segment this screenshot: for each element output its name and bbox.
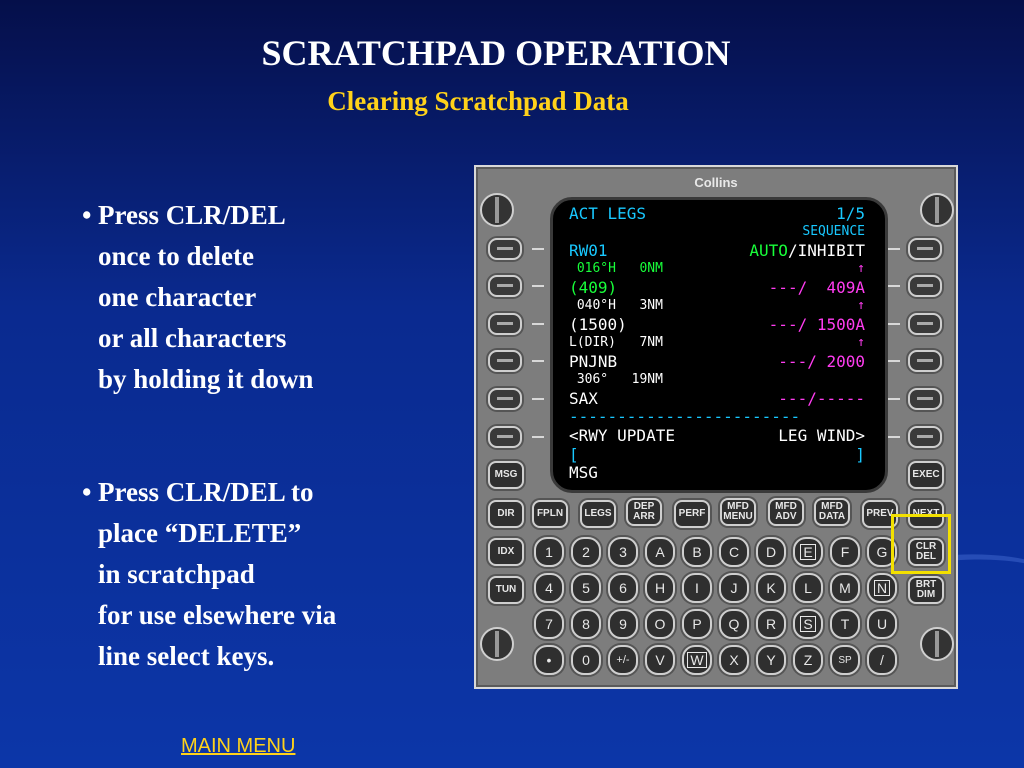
- key-b[interactable]: B: [682, 537, 712, 567]
- knob-bottom-left[interactable]: [480, 627, 514, 661]
- brt-dim-key[interactable]: BRT DIM: [908, 576, 944, 604]
- key-c[interactable]: C: [719, 537, 749, 567]
- leg-wind-prompt: LEG WIND>: [778, 426, 865, 445]
- scratchpad-message: MSG: [569, 463, 598, 482]
- key-a[interactable]: A: [645, 537, 675, 567]
- lsk-6r-button[interactable]: [908, 426, 942, 448]
- knob-bottom-right[interactable]: [920, 627, 954, 661]
- bullet-line: Press CLR/DEL: [98, 200, 286, 230]
- key-s[interactable]: S: [793, 609, 823, 639]
- lsk-2l-button[interactable]: [488, 275, 522, 297]
- slide-subtitle: Clearing Scratchpad Data: [327, 86, 629, 116]
- waypoint-2: (409): [569, 278, 618, 297]
- key-i[interactable]: I: [682, 573, 712, 603]
- lsk-4l-button[interactable]: [488, 350, 522, 372]
- constraint-3: ---/ 1500A: [768, 315, 865, 334]
- tun-key[interactable]: TUN: [488, 576, 524, 604]
- key-5[interactable]: 5: [571, 573, 601, 603]
- mfd-data-key[interactable]: MFD DATA: [814, 498, 850, 526]
- key-z[interactable]: Z: [793, 645, 823, 675]
- lsk-6l-button[interactable]: [488, 426, 522, 448]
- key-4[interactable]: 4: [534, 573, 564, 603]
- key-e[interactable]: E: [793, 537, 823, 567]
- key-l[interactable]: L: [793, 573, 823, 603]
- key-r[interactable]: R: [756, 609, 786, 639]
- key-6[interactable]: 6: [608, 573, 638, 603]
- leg-info-2: 040°H 3NM: [569, 298, 663, 313]
- msg-key[interactable]: MSG: [488, 461, 524, 489]
- dep-arr-key[interactable]: DEP ARR: [626, 498, 662, 526]
- waypoint-1: RW01: [569, 241, 608, 260]
- idx-key[interactable]: IDX: [488, 538, 524, 566]
- fpln-key[interactable]: FPLN: [532, 500, 568, 528]
- lsk-2r-button[interactable]: [908, 275, 942, 297]
- key-h[interactable]: H: [645, 573, 675, 603]
- scratchpad-left-bracket: [: [569, 445, 579, 464]
- bullet-line: for use elsewhere via: [98, 600, 337, 630]
- key-f[interactable]: F: [830, 537, 860, 567]
- arrow-1: ↑: [857, 261, 865, 276]
- key-t[interactable]: T: [830, 609, 860, 639]
- key-7[interactable]: 7: [534, 609, 564, 639]
- bullet-line: by holding it down: [98, 364, 314, 394]
- bullet-line: place “DELETE”: [98, 518, 302, 548]
- bullet-list: [82, 195, 336, 677]
- key-n[interactable]: N: [867, 573, 897, 603]
- key-dot[interactable]: •: [534, 645, 564, 675]
- key-u[interactable]: U: [867, 609, 897, 639]
- key-y[interactable]: Y: [756, 645, 786, 675]
- lsk-1l-button[interactable]: [488, 238, 522, 260]
- legs-key[interactable]: LEGS: [580, 500, 616, 528]
- key-2[interactable]: 2: [571, 537, 601, 567]
- leg-info-4: 306° 19NM: [569, 372, 663, 387]
- key-3[interactable]: 3: [608, 537, 638, 567]
- waypoint-3: (1500): [569, 315, 627, 334]
- waypoint-5: SAX: [569, 389, 598, 408]
- lsk-5r-button[interactable]: [908, 388, 942, 410]
- key-9[interactable]: 9: [608, 609, 638, 639]
- cdu-display-screen: [550, 197, 888, 493]
- page-title: ACT LEGS: [569, 204, 647, 223]
- key-q[interactable]: Q: [719, 609, 749, 639]
- key-w[interactable]: W: [682, 645, 712, 675]
- mfd-adv-key[interactable]: MFD ADV: [768, 498, 804, 526]
- clr-del-key[interactable]: CLR DEL: [908, 538, 944, 566]
- inhibit-label: /INHIBIT: [787, 241, 865, 260]
- bullet-line: Press CLR/DEL to: [98, 477, 314, 507]
- key-v[interactable]: V: [645, 645, 675, 675]
- sequence-label: SEQUENCE: [802, 224, 865, 239]
- key-8[interactable]: 8: [571, 609, 601, 639]
- lsk-1r-button[interactable]: [908, 238, 942, 260]
- key-0[interactable]: 0: [571, 645, 601, 675]
- arrow-3: ↑: [857, 335, 865, 350]
- rwy-update-prompt: <RWY UPDATE: [569, 426, 675, 445]
- main-menu-link[interactable]: MAIN MENU: [181, 735, 296, 757]
- page-number: 1/5: [836, 204, 865, 223]
- slash-key[interactable]: /: [867, 645, 897, 675]
- key-m[interactable]: M: [830, 573, 860, 603]
- leg-info-3: L(DIR) 7NM: [569, 335, 663, 350]
- lsk-3l-button[interactable]: [488, 313, 522, 335]
- prev-key[interactable]: PREV: [862, 500, 898, 528]
- bullet-item-1: [82, 195, 336, 400]
- key-o[interactable]: O: [645, 609, 675, 639]
- exec-key[interactable]: EXEC: [908, 461, 944, 489]
- constraint-2: ---/ 409A: [768, 278, 865, 297]
- bullet-dot: •: [82, 200, 92, 230]
- bullet-line: or all characters: [98, 323, 287, 353]
- key-p[interactable]: P: [682, 609, 712, 639]
- key-d[interactable]: D: [756, 537, 786, 567]
- lsk-4r-button[interactable]: [908, 350, 942, 372]
- separator-line: ------------------------: [569, 407, 801, 426]
- brightness-knob-right[interactable]: [920, 193, 954, 227]
- waypoint-4: PNJNB: [569, 352, 618, 371]
- key-k[interactable]: K: [756, 573, 786, 603]
- bullet-line: line select keys.: [98, 641, 275, 671]
- lsk-5l-button[interactable]: [488, 388, 522, 410]
- fms-control-display-unit: [474, 165, 958, 689]
- scratchpad-right-bracket: ]: [855, 445, 865, 464]
- slide-title: SCRATCHPAD OPERATION: [261, 33, 731, 73]
- key-1[interactable]: 1: [534, 537, 564, 567]
- space-key[interactable]: SP: [830, 645, 860, 675]
- brand-label: Collins: [694, 175, 738, 190]
- constraint-5: ---/-----: [778, 389, 865, 408]
- lsk-3r-button[interactable]: [908, 313, 942, 335]
- key-x[interactable]: X: [719, 645, 749, 675]
- next-key[interactable]: NEXT: [908, 500, 944, 528]
- bullet-line: once to delete: [98, 241, 254, 271]
- key-j[interactable]: J: [719, 573, 749, 603]
- clr-del-highlight-box: [891, 514, 951, 574]
- bullet-line: one character: [98, 282, 257, 312]
- leg-info-1: 016°H 0NM: [569, 261, 663, 276]
- bullet-line: in scratchpad: [98, 559, 255, 589]
- bullet-dot: •: [82, 477, 92, 507]
- auto-label: AUTO: [749, 241, 788, 260]
- bullet-item-2: [82, 472, 336, 677]
- brightness-knob-left[interactable]: [480, 193, 514, 227]
- arrow-2: ↑: [857, 298, 865, 313]
- plus-minus-key[interactable]: +/-: [608, 645, 638, 675]
- mfd-menu-key[interactable]: MFD MENU: [720, 498, 756, 526]
- key-g[interactable]: G: [867, 537, 897, 567]
- dir-key[interactable]: DIR: [488, 500, 524, 528]
- perf-key[interactable]: PERF: [674, 500, 710, 528]
- constraint-4: ---/ 2000: [778, 352, 865, 371]
